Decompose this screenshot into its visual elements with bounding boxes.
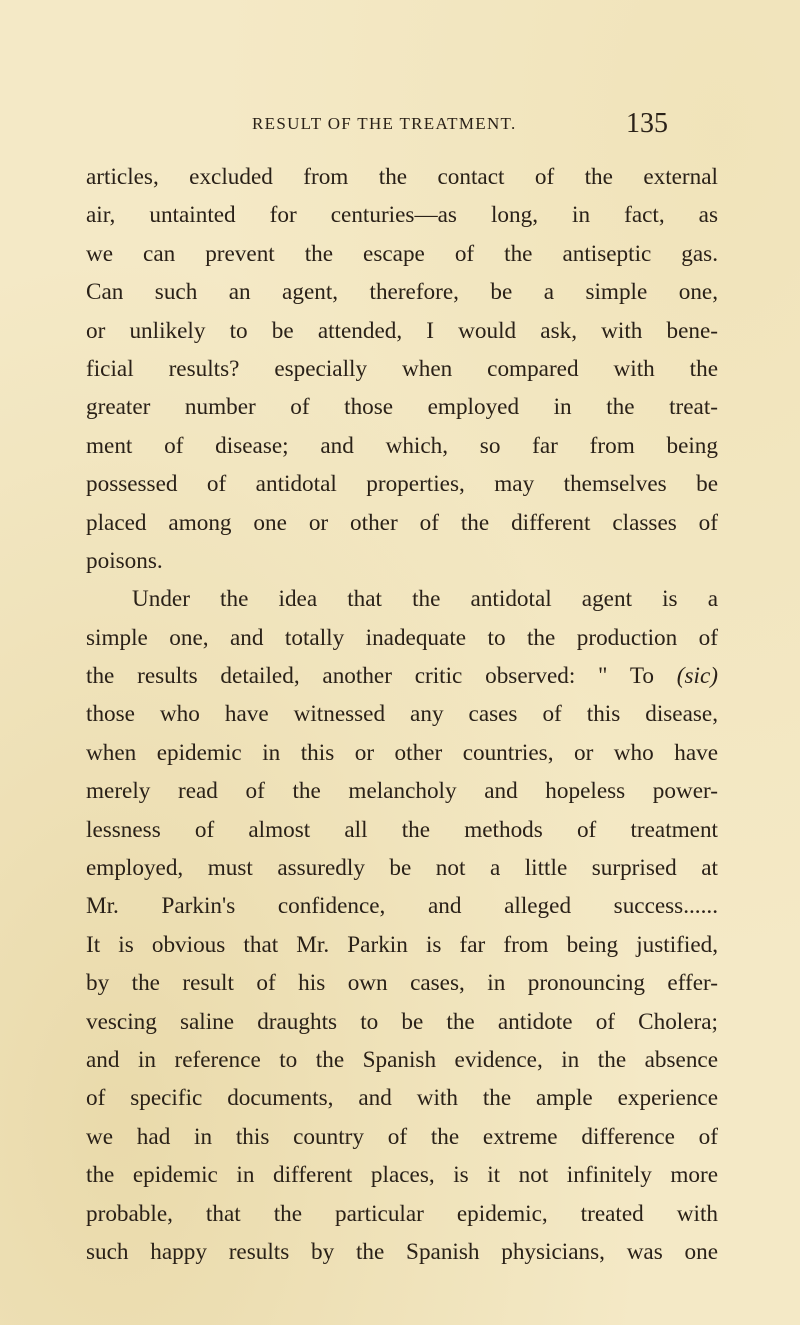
text-line-11: poisons.: [86, 547, 163, 574]
running-title: RESULT OF THE TREATMENT.: [252, 114, 517, 133]
text-line-2: air, untainted for centuries—as long, in fact, as: [86, 202, 718, 229]
text-line-29: such happy results by the Spanish physicians, was one: [86, 1238, 718, 1265]
text-line-21: It is obvious that Mr. Parkin is far from being justified,: [86, 931, 718, 958]
text-line-1: articles, excluded from the contact of the external: [86, 164, 718, 190]
text-line-5: or unlikely to be attended, I would ask, with bene-: [86, 317, 718, 344]
text-line-16: when epidemic in this or other countries, or who have: [86, 739, 718, 766]
text-line-23: vescing saline draughts to be the antidote of Cholera;: [86, 1008, 718, 1035]
text-line-26: we had in this country of the extreme difference of: [86, 1123, 718, 1150]
text-line-9: possessed of antidotal properties, may themselves be: [86, 471, 718, 498]
text-line-28: probable, that the particular epidemic, treated with: [86, 1200, 718, 1227]
text-line-7: greater number of those employed in the treat-: [86, 394, 718, 421]
text-line-14-sic: (sic): [676, 663, 718, 690]
text-line-8: ment of disease; and which, so far from being: [86, 432, 718, 459]
text-line-17: merely read of the melancholy and hopeless power-: [86, 778, 718, 805]
text-line-12: Under the idea that the antidotal agent is a: [132, 586, 718, 613]
page-number: 135: [626, 108, 668, 139]
body-text: [86, 158, 718, 1271]
text-line-19: employed, must assuredly be not a little surprised at: [86, 855, 718, 882]
text-line-25: of specific documents, and with the ample experience: [86, 1085, 718, 1112]
text-line-14: [86, 657, 718, 695]
text-line-24: and in reference to the Spanish evidence, in the absence: [86, 1046, 718, 1073]
text-line-14-main: the results detailed, another critic observed: " To: [86, 663, 655, 690]
text-line-15: those who have witnessed any cases of this disease,: [86, 701, 718, 728]
text-line-6: ficial results? especially when compared with the: [86, 355, 718, 382]
text-line-4: Can such an agent, therefore, be a simple one,: [86, 279, 718, 306]
text-line-10: placed among one or other of the different classes of: [86, 509, 718, 536]
text-line-18: lessness of almost all the methods of treatment: [86, 816, 718, 843]
text-line-27: the epidemic in different places, is it not infinitely more: [86, 1162, 718, 1189]
text-line-20: Mr. Parkin's confidence, and alleged success......: [86, 893, 718, 920]
running-header: [252, 108, 668, 138]
text-line-3: we can prevent the escape of the antiseptic gas.: [86, 240, 718, 267]
text-line-13: simple one, and totally inadequate to the production of: [86, 624, 718, 651]
text-line-22: by the result of his own cases, in pronouncing effer-: [86, 970, 718, 997]
